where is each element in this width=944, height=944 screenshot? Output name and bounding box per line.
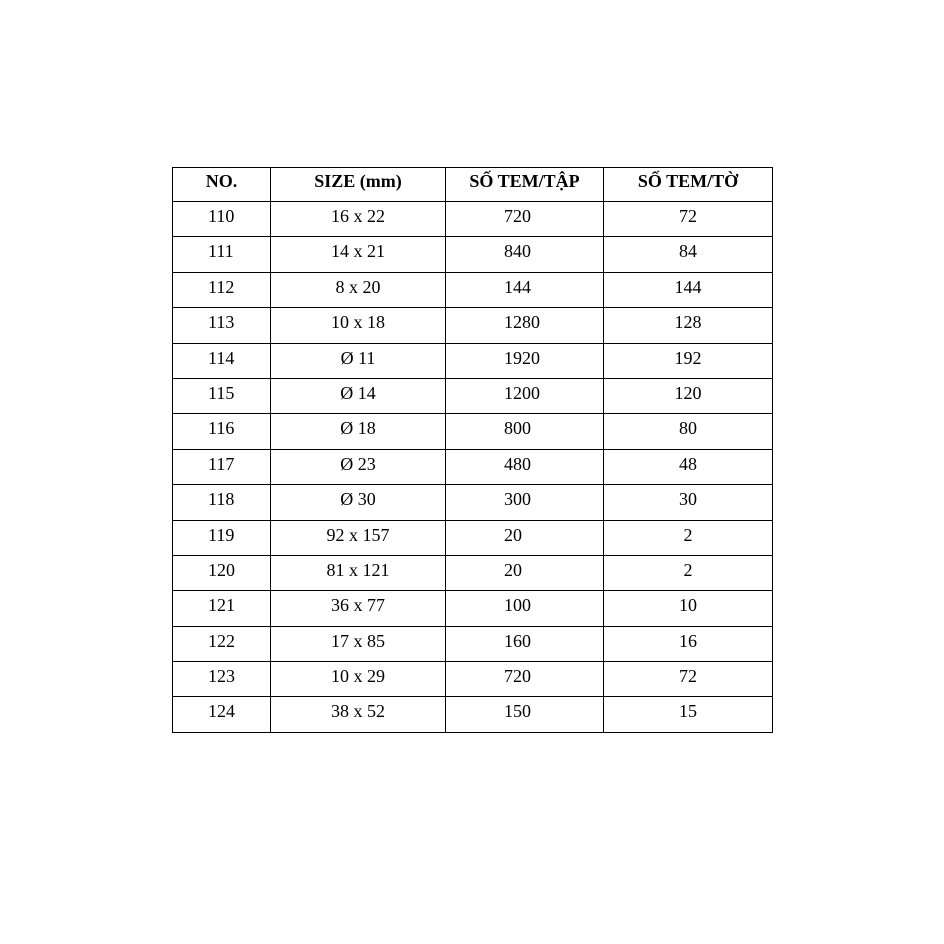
cell-per-album: 150 xyxy=(446,697,604,732)
cell-per-sheet: 2 xyxy=(604,520,773,555)
cell-per-album: 1280 xyxy=(446,308,604,343)
cell-per-sheet: 16 xyxy=(604,626,773,661)
cell-size: 17 x 85 xyxy=(271,626,446,661)
cell-per-album: 20 xyxy=(446,555,604,590)
cell-per-sheet: 72 xyxy=(604,202,773,237)
table-row xyxy=(173,591,773,626)
cell-per-album: 300 xyxy=(446,485,604,520)
cell-per-sheet: 128 xyxy=(604,308,773,343)
cell-size: 36 x 77 xyxy=(271,591,446,626)
cell-no: 117 xyxy=(173,449,271,484)
cell-per-album: 144 xyxy=(446,272,604,307)
cell-per-album: 160 xyxy=(446,626,604,661)
cell-size: Ø 30 xyxy=(271,485,446,520)
table-row xyxy=(173,697,773,732)
cell-size: 92 x 157 xyxy=(271,520,446,555)
header-size: SIZE (mm) xyxy=(271,168,446,202)
cell-per-album: 840 xyxy=(446,237,604,272)
cell-no: 111 xyxy=(173,237,271,272)
cell-per-album: 720 xyxy=(446,662,604,697)
cell-size: 10 x 18 xyxy=(271,308,446,343)
cell-size: 81 x 121 xyxy=(271,555,446,590)
cell-size: 10 x 29 xyxy=(271,662,446,697)
cell-per-album: 720 xyxy=(446,202,604,237)
cell-size: Ø 18 xyxy=(271,414,446,449)
table-row xyxy=(173,626,773,661)
cell-per-sheet: 192 xyxy=(604,343,773,378)
table-row xyxy=(173,485,773,520)
cell-no: 120 xyxy=(173,555,271,590)
cell-no: 110 xyxy=(173,202,271,237)
cell-per-sheet: 10 xyxy=(604,591,773,626)
header-per-sheet: SỐ TEM/TỜ xyxy=(604,168,773,202)
cell-size: 38 x 52 xyxy=(271,697,446,732)
cell-size: 16 x 22 xyxy=(271,202,446,237)
table-body xyxy=(173,202,773,733)
cell-per-sheet: 2 xyxy=(604,555,773,590)
table-row xyxy=(173,237,773,272)
cell-per-sheet: 72 xyxy=(604,662,773,697)
table-row xyxy=(173,343,773,378)
table-header-row xyxy=(173,168,773,202)
cell-per-sheet: 48 xyxy=(604,449,773,484)
table-row xyxy=(173,414,773,449)
cell-no: 121 xyxy=(173,591,271,626)
cell-size: 14 x 21 xyxy=(271,237,446,272)
cell-no: 113 xyxy=(173,308,271,343)
table-row xyxy=(173,449,773,484)
cell-no: 116 xyxy=(173,414,271,449)
table-row xyxy=(173,662,773,697)
cell-no: 123 xyxy=(173,662,271,697)
cell-per-sheet: 30 xyxy=(604,485,773,520)
cell-no: 112 xyxy=(173,272,271,307)
cell-size: Ø 23 xyxy=(271,449,446,484)
cell-size: Ø 14 xyxy=(271,378,446,413)
table-row xyxy=(173,555,773,590)
cell-per-sheet: 120 xyxy=(604,378,773,413)
table-row xyxy=(173,202,773,237)
table-row xyxy=(173,272,773,307)
cell-no: 115 xyxy=(173,378,271,413)
cell-per-album: 1920 xyxy=(446,343,604,378)
cell-per-sheet: 15 xyxy=(604,697,773,732)
cell-no: 122 xyxy=(173,626,271,661)
cell-size: Ø 11 xyxy=(271,343,446,378)
cell-size: 8 x 20 xyxy=(271,272,446,307)
cell-no: 114 xyxy=(173,343,271,378)
header-no: NO. xyxy=(173,168,271,202)
cell-per-album: 20 xyxy=(446,520,604,555)
cell-no: 118 xyxy=(173,485,271,520)
cell-per-album: 1200 xyxy=(446,378,604,413)
label-size-table-container xyxy=(172,167,772,733)
cell-no: 119 xyxy=(173,520,271,555)
table-row xyxy=(173,520,773,555)
table-row xyxy=(173,378,773,413)
cell-per-album: 100 xyxy=(446,591,604,626)
header-per-album: SỐ TEM/TẬP xyxy=(446,168,604,202)
cell-per-sheet: 80 xyxy=(604,414,773,449)
cell-per-album: 480 xyxy=(446,449,604,484)
cell-no: 124 xyxy=(173,697,271,732)
label-size-table xyxy=(172,167,773,733)
table-row xyxy=(173,308,773,343)
cell-per-sheet: 84 xyxy=(604,237,773,272)
cell-per-sheet: 144 xyxy=(604,272,773,307)
cell-per-album: 800 xyxy=(446,414,604,449)
